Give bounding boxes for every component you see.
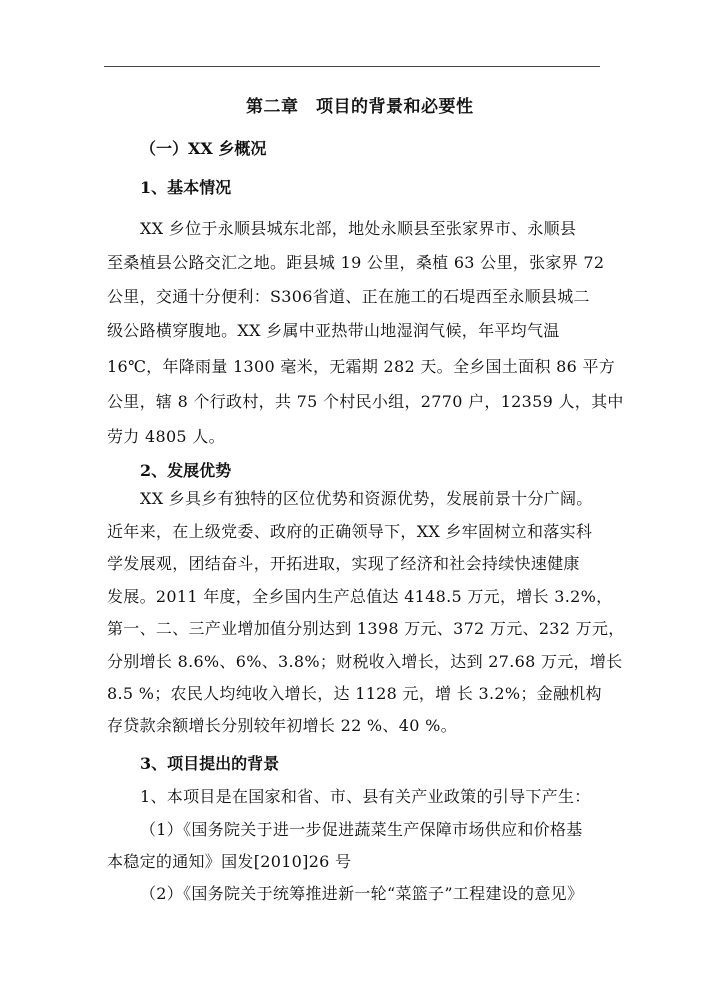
paragraph-line: XX 乡位于永顺县城东北部，地处永顺县至张家界市、永顺县	[140, 219, 577, 238]
paragraph-line: 公里，交通十分便利：S306省道、正在施工的石堤西至永顺县城二	[107, 287, 590, 306]
paragraph-line: 第一、二、三产业增加值分别达到 1398 万元、372 万元、232 万元，	[107, 619, 625, 638]
paragraph-line: 分别增长 8.6%、6%、3.8%；财税收入增长，达到 27.68 万元，增长	[107, 652, 623, 671]
paragraph-line: 1、本项目是在国家和省、市、县有关产业政策的引导下产生：	[140, 787, 591, 806]
chapter-title: 第二章 项目的背景和必要性	[246, 97, 474, 117]
paragraph-line: 本稳定的通知》国发[2010]26 号	[107, 852, 352, 871]
paragraph-line: 8.5 %；农民人均纯收入增长，达 1128 元，增 长 3.2%；金融机构	[107, 684, 602, 703]
paragraph-line: （2）《国务院关于统筹推进新一轮“菜篮子”工程建设的意见》	[140, 884, 584, 903]
sub-heading-advantages: 2、发展优势	[140, 461, 232, 480]
sub-heading-basic-info: 1、基本情况	[140, 178, 232, 197]
paragraph-line: 级公路横穿腹地。XX 乡属中亚热带山地湿润气候，年平均气温	[107, 321, 560, 340]
paragraph-line: XX 乡具乡有独特的区位优势和资源优势，发展前景十分广阔。	[140, 489, 593, 508]
paragraph-line: 公里，辖 8 个行政村，共 75 个村民小组，2770 户，12359 人，其中	[107, 392, 624, 411]
paragraph-line: （1）《国务院关于进一步促进蔬菜生产保障市场供应和价格基	[140, 820, 583, 839]
section-heading: （一）XX 乡概况	[140, 139, 267, 158]
paragraph-line: 存贷款余额增长分别较年初增长 22 %、40 %。	[107, 716, 457, 735]
paragraph-line: 发展。2011 年度，全乡国内生产总值达 4148.5 万元，增长 3.2%，	[107, 587, 613, 606]
paragraph-line: 劳力 4805 人。	[107, 427, 225, 446]
paragraph-line: 16℃，年降雨量 1300 毫米，无霜期 282 天。全乡国土面积 86 平方	[107, 357, 616, 376]
paragraph-line: 至桑植县公路交汇之地。距县城 19 公里，桑植 63 公里，张家界 72	[107, 253, 605, 272]
paragraph-line: 学发展观，团结奋斗，开拓进取，实现了经济和社会持续快速健康	[107, 554, 580, 573]
paragraph-line: 近年来，在上级党委、政府的正确领导下，XX 乡牢固树立和落实科	[107, 522, 593, 541]
header-rule	[104, 66, 600, 67]
sub-heading-background: 3、项目提出的背景	[140, 754, 280, 773]
